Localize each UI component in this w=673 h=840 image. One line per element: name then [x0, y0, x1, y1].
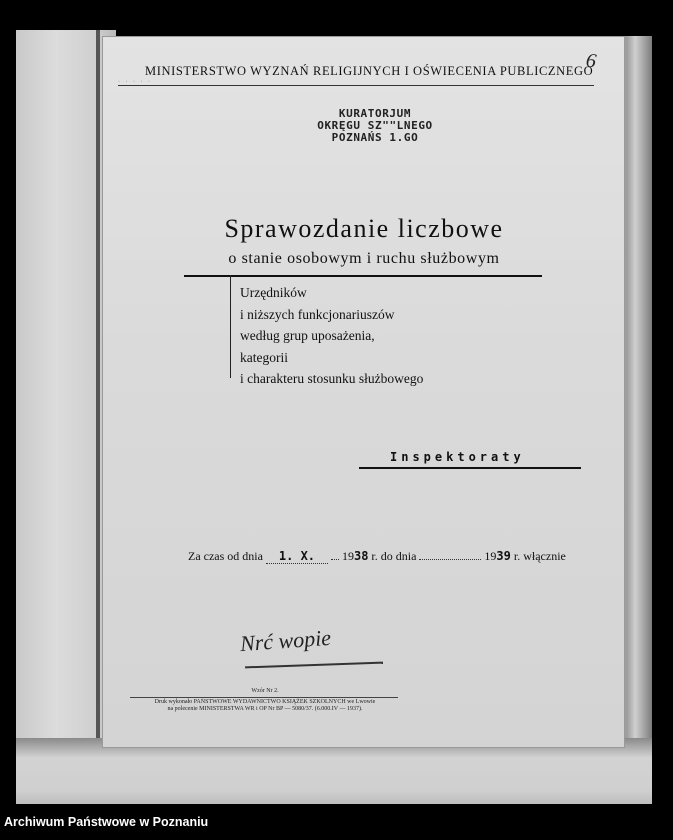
dot-fill — [331, 559, 339, 560]
folio-number: 6 — [584, 49, 598, 73]
spine-edge — [96, 30, 100, 738]
ministry-header: MINISTERSTWO WYZNAŃ RELIGIJNYCH I OŚWIECENIA PUBLICZNEGO — [145, 64, 594, 78]
dotted-marks: · · · · · — [118, 79, 152, 85]
document-subtitle: o stanie osobowym i ruchu służbowym — [228, 250, 500, 267]
printer-imprint — [130, 688, 400, 714]
document-title: Sprawozdanie liczbowe — [224, 214, 504, 243]
imprint-line-2: na polecenie MINISTERSTWA WR i OP Nr BP — 5080/37. (6.000.IV — 1937). — [167, 706, 363, 712]
header-rule — [118, 85, 594, 86]
details-line: i charakteru stosunku służbowego — [240, 371, 424, 386]
details-line: kategorii — [240, 349, 288, 365]
period-suffix: r. włącznie — [513, 549, 566, 563]
period-year-prefix-2: 19 — [484, 549, 497, 563]
period-year-prefix-1: 19 — [341, 549, 354, 563]
binder-spine — [16, 30, 116, 738]
inspectorate-label: Inspektoraty — [390, 450, 525, 464]
period-middle: r. do dnia — [371, 549, 417, 563]
stamp-line-3: POZNAŃS 1.GO — [331, 131, 419, 144]
inspectorate-rule — [359, 467, 581, 469]
archive-caption: Archiwum Państwowe w Poznaniu — [4, 815, 209, 829]
reporting-period — [188, 549, 566, 564]
period-to-year: 39 — [496, 549, 511, 563]
period-from-year: 38 — [353, 549, 369, 563]
imprint-rule — [130, 697, 398, 698]
kuratorium-stamp — [290, 108, 460, 144]
stamp-line-2: OKRĘGU SZ""LNEGO — [317, 119, 433, 132]
details-line: Urzędników — [240, 285, 307, 300]
imprint-form: Wzór Nr 2. — [251, 688, 279, 694]
imprint-line-1: Druk wykonało PAŃSTWOWE WYDAWNICTWO KSIĄŻEK SZKOLNYCH we Lwowie — [154, 698, 376, 705]
handwritten-note: Nrć wopie — [239, 624, 332, 657]
details-bracket — [230, 275, 231, 378]
title-rule — [184, 275, 542, 277]
details-line: według grup uposażenia, — [240, 328, 375, 343]
details-list — [240, 282, 423, 390]
period-to-day-blank — [419, 559, 481, 560]
stamp-line-1: KURATORJUM — [338, 107, 412, 120]
period-from-day: 1. X. — [266, 549, 328, 564]
details-line: i niższych funkcjonariuszów — [240, 306, 395, 322]
period-prefix: Za czas od dnia — [188, 549, 263, 563]
